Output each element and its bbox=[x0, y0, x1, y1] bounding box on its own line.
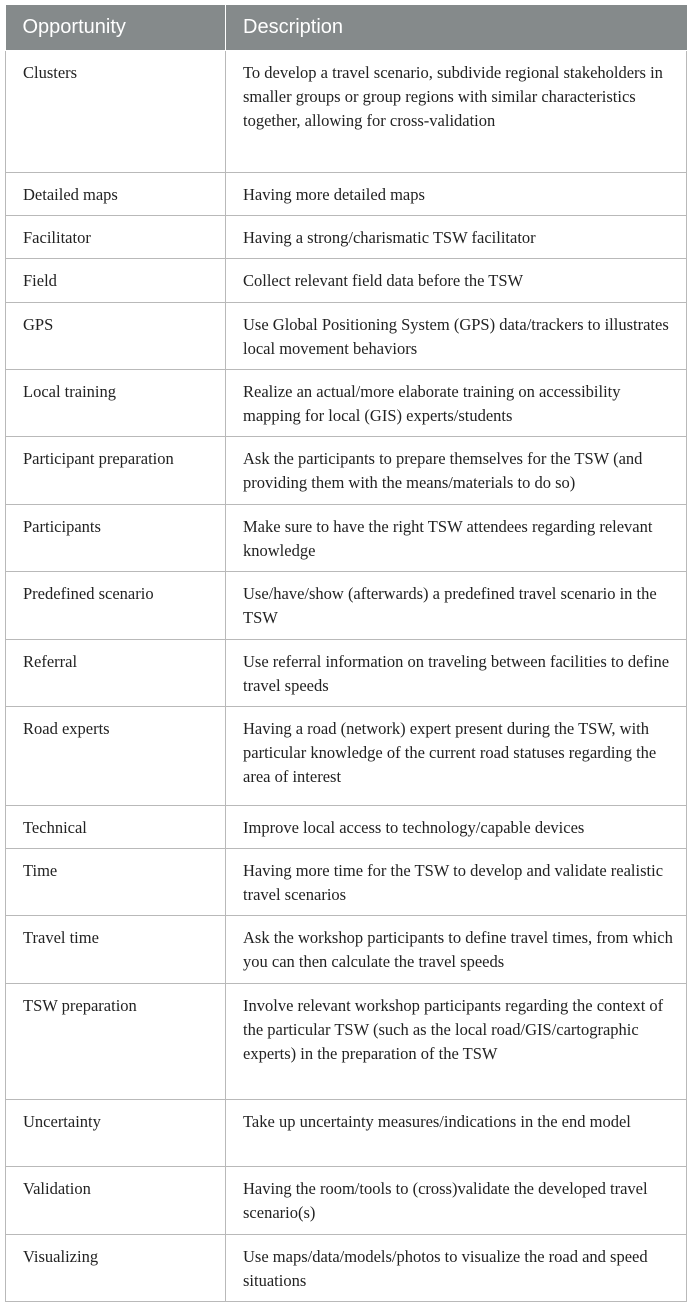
table-row bbox=[6, 505, 687, 572]
description-cell: Having a strong/charismatic TSW facilitator bbox=[226, 216, 687, 259]
description-cell: Having a road (network) expert present during the TSW, with particular knowledge of the current road statuses regarding the area of interest bbox=[226, 707, 687, 806]
description-cell: Use Global Positioning System (GPS) data/trackers to illustrates local movement behaviors bbox=[226, 303, 687, 370]
opportunity-cell: Local training bbox=[6, 370, 226, 437]
table-row bbox=[6, 51, 687, 173]
opportunity-cell: Field bbox=[6, 259, 226, 303]
table-row bbox=[6, 1235, 687, 1302]
opportunity-cell: GPS bbox=[6, 303, 226, 370]
description-cell: Having more time for the TSW to develop and validate realistic travel scenarios bbox=[226, 849, 687, 916]
header-opportunity: Opportunity bbox=[6, 5, 226, 51]
opportunities-table bbox=[5, 5, 687, 1302]
opportunity-cell: Participants bbox=[6, 505, 226, 572]
description-cell: Realize an actual/more elaborate training on accessibility mapping for local (GIS) experts/students bbox=[226, 370, 687, 437]
table-row bbox=[6, 303, 687, 370]
opportunity-cell: TSW preparation bbox=[6, 984, 226, 1100]
opportunity-cell: Referral bbox=[6, 640, 226, 707]
table-row bbox=[6, 437, 687, 505]
table-row bbox=[6, 984, 687, 1100]
description-cell: Having more detailed maps bbox=[226, 173, 687, 216]
opportunity-cell: Travel time bbox=[6, 916, 226, 984]
description-cell: Collect relevant field data before the TSW bbox=[226, 259, 687, 303]
table-row bbox=[6, 1100, 687, 1167]
opportunity-cell: Time bbox=[6, 849, 226, 916]
table-row bbox=[6, 572, 687, 640]
description-cell: Ask the participants to prepare themselves for the TSW (and providing them with the means/materials to do so) bbox=[226, 437, 687, 505]
description-cell: Make sure to have the right TSW attendees regarding relevant knowledge bbox=[226, 505, 687, 572]
description-cell: To develop a travel scenario, subdivide regional stakeholders in smaller groups or group regions with similar characteristics together, allowing for cross-validation bbox=[226, 51, 687, 173]
opportunity-cell: Technical bbox=[6, 806, 226, 849]
table-row bbox=[6, 216, 687, 259]
table-row bbox=[6, 173, 687, 216]
description-cell: Use maps/data/models/photos to visualize the road and speed situations bbox=[226, 1235, 687, 1302]
description-cell: Use/have/show (afterwards) a predefined travel scenario in the TSW bbox=[226, 572, 687, 640]
table-row bbox=[6, 370, 687, 437]
table-row bbox=[6, 849, 687, 916]
header-description: Description bbox=[226, 5, 687, 51]
description-cell: Take up uncertainty measures/indications in the end model bbox=[226, 1100, 687, 1167]
description-cell: Improve local access to technology/capable devices bbox=[226, 806, 687, 849]
opportunity-cell: Predefined scenario bbox=[6, 572, 226, 640]
opportunity-cell: Clusters bbox=[6, 51, 226, 173]
table-row bbox=[6, 1167, 687, 1235]
table-row bbox=[6, 806, 687, 849]
opportunity-cell: Uncertainty bbox=[6, 1100, 226, 1167]
description-cell: Use referral information on traveling between facilities to define travel speeds bbox=[226, 640, 687, 707]
table-row bbox=[6, 916, 687, 984]
opportunity-cell: Visualizing bbox=[6, 1235, 226, 1302]
opportunity-cell: Detailed maps bbox=[6, 173, 226, 216]
description-cell: Ask the workshop participants to define travel times, from which you can then calculate the travel speeds bbox=[226, 916, 687, 984]
opportunity-cell: Road experts bbox=[6, 707, 226, 806]
description-cell: Having the room/tools to (cross)validate the developed travel scenario(s) bbox=[226, 1167, 687, 1235]
table-row bbox=[6, 259, 687, 303]
table-row bbox=[6, 707, 687, 806]
header-row bbox=[6, 5, 687, 51]
description-cell: Involve relevant workshop participants regarding the context of the particular TSW (such as the local road/GIS/cartographic experts) in the preparation of the TSW bbox=[226, 984, 687, 1100]
table-row bbox=[6, 640, 687, 707]
opportunity-cell: Participant preparation bbox=[6, 437, 226, 505]
opportunity-cell: Validation bbox=[6, 1167, 226, 1235]
opportunity-cell: Facilitator bbox=[6, 216, 226, 259]
